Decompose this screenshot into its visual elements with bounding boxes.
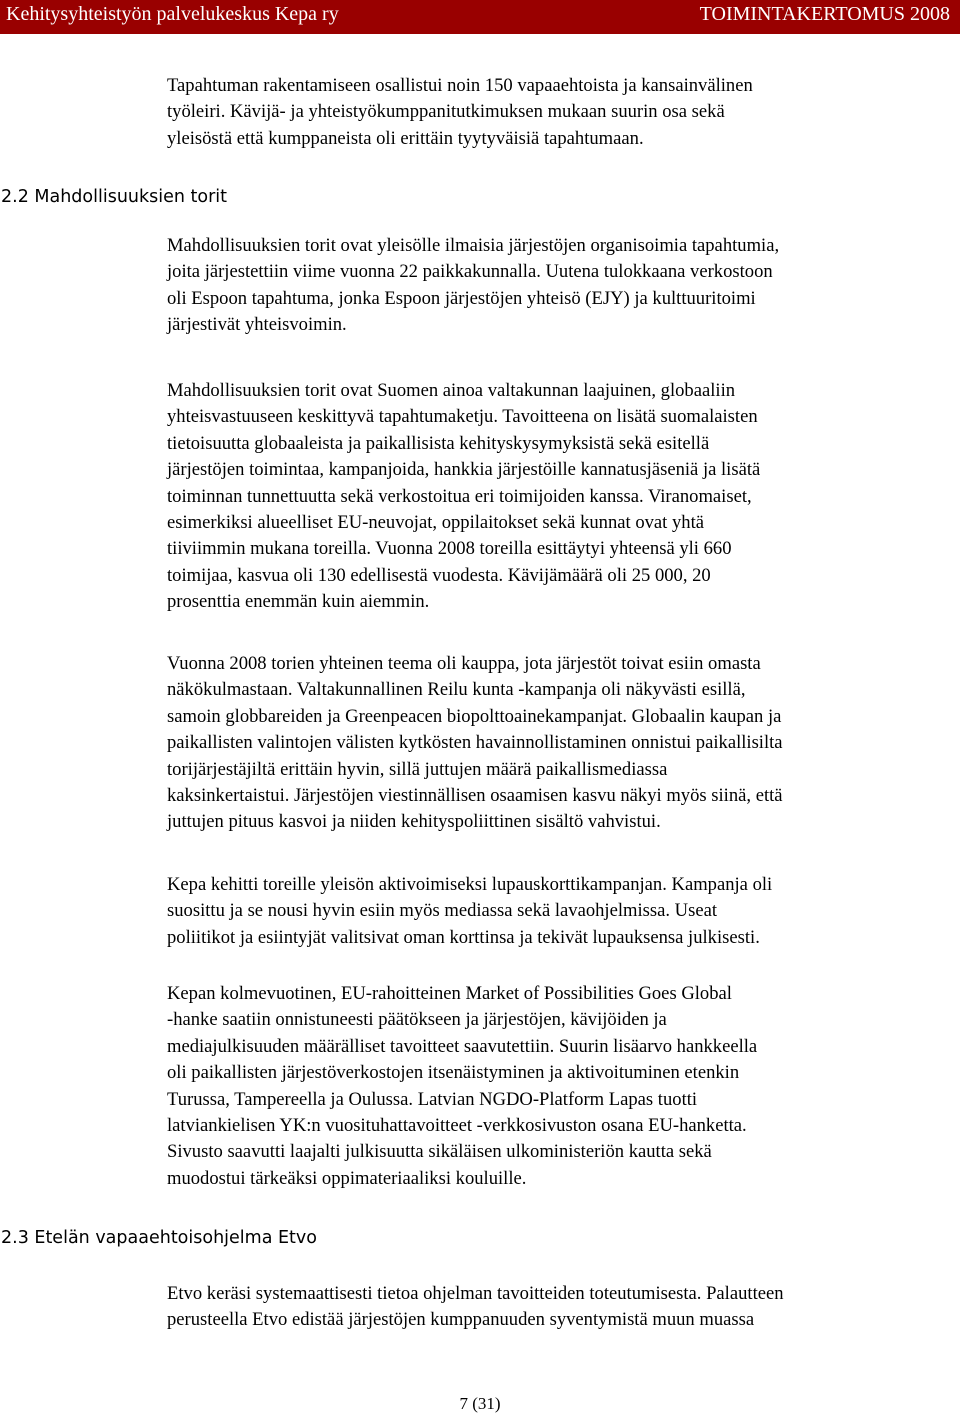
- text-line: paikallisten valintojen välisten kytkösten havainnollistaminen onnistui paikallisilta: [167, 732, 783, 754]
- text-line: Mahdollisuuksien torit ovat yleisölle ilmaisia järjestöjen organisoimia tapahtumia,: [167, 235, 780, 256]
- page-header: [0, 0, 960, 34]
- text-line: mediajulkisuuden määrälliset tavoitteet saavutettiin. Suurin lisäarvo hankkeella: [167, 1035, 758, 1057]
- paragraph-torit-intro: [167, 233, 957, 339]
- paragraph-torit-goals: [167, 378, 957, 616]
- paragraph-torit-theme: [167, 651, 957, 836]
- text-line: yleisöstä että kumppaneista oli erittäin tyytyväisiä tapahtumaan.: [167, 127, 644, 149]
- text-line: Etvo keräsi systemaattisesti tietoa ohjelman tavoitteiden toteutumisesta. Palautteen: [167, 1283, 784, 1304]
- text-line: Vuonna 2008 torien yhteinen teema oli kauppa, jota järjestöt toivat esiin omasta: [167, 653, 761, 674]
- text-line: Kepa kehitti toreille yleisön aktivoimiseksi lupauskorttikampanjan. Kampanja oli: [167, 874, 773, 895]
- page-number: 7 (31): [459, 1394, 501, 1413]
- paragraph-lupauskortti: [167, 872, 957, 951]
- report-title: TOIMINTAKERTOMUS 2008: [699, 3, 950, 25]
- text-line: prosenttia enemmän kuin aiemmin.: [167, 591, 430, 613]
- text-line: yhteisvastuuseen keskittyvä tapahtumaketju. Tavoitteena on lisätä suomalaisten: [167, 406, 758, 428]
- text-line: kaksinkertaistui. Järjestöjen viestinnällisen osaamisen kasvu näkyi myös siinä, että: [167, 785, 783, 807]
- text-line: poliitikot ja esiintyjät valitsivat oman korttinsa ja tekivät lupauksensa julkisesti.: [167, 926, 760, 948]
- text-line: esimerkiksi alueelliset EU-neuvojat, oppilaitokset sekä kunnat ovat yhtä: [167, 512, 705, 534]
- section-heading-2-2: 2.2 Mahdollisuuksien torit: [1, 187, 228, 207]
- text-line: Mahdollisuuksien torit ovat Suomen ainoa valtakunnan laajuinen, globaaliin: [167, 380, 736, 401]
- text-line: Tapahtuman rakentamiseen osallistui noin 150 vapaaehtoista ja kansainvälinen: [167, 75, 753, 96]
- paragraph-volunteers: [167, 73, 957, 152]
- text-line: toiminnan tunnettuutta sekä verkostoitua eri toimijoiden kanssa. Viranomaiset,: [167, 485, 752, 507]
- text-line: Kepan kolmevuotinen, EU-rahoitteinen Market of Possibilities Goes Global: [167, 983, 732, 1004]
- text-line: järjestivät yhteisvoimin.: [167, 314, 347, 336]
- text-line: toimijaa, kasvua oli 130 edellisestä vuodesta. Kävijämäärä oli 25 000, 20: [167, 564, 711, 586]
- text-line: suosittu ja se nousi hyvin esiin myös mediassa sekä lavaohjelmissa. Useat: [167, 900, 717, 922]
- text-line: tietoisuutta globaaleista ja paikallisista kehityskysymyksistä sekä esitellä: [167, 432, 710, 454]
- text-line: juttujen pituus kasvoi ja niiden kehityspoliittinen sisältö vahvistui.: [167, 811, 661, 833]
- text-line: tiiviimmin mukana toreilla. Vuonna 2008 toreilla esittäytyi yhteensä yli 660: [167, 538, 732, 560]
- text-line: Turussa, Tampereella ja Oulussa. Latvian NGDO-Platform Lapas tuotti: [167, 1088, 698, 1110]
- text-line: samoin globbareiden ja Greenpeacen biopolttoainekampanjat. Globaalin kaupan ja: [167, 705, 782, 727]
- text-line: perusteella Etvo edistää järjestöjen kumppanuuden syventymistä muun muassa: [167, 1309, 755, 1331]
- text-line: muodostui tärkeäksi oppimateriaaliksi kouluille.: [167, 1167, 527, 1189]
- text-line: Sivusto saavutti laajalti julkisuutta sikäläisen ulkoministeriön kautta sekä: [167, 1141, 712, 1163]
- text-line: näkökulmastaan. Valtakunnallinen Reilu kunta -kampanja oli näkyvästi esillä,: [167, 679, 746, 701]
- text-line: latviankielisen YK:n vuosituhattavoitteet -verkkosivuston osana EU-hanketta.: [167, 1115, 747, 1137]
- paragraph-etvo: [167, 1281, 957, 1334]
- text-line: työleiri. Kävijä- ja yhteistyökumppanitutkimuksen mukaan suurin osa sekä: [167, 101, 725, 123]
- text-line: oli paikallisten järjestöverkostojen itsenäistyminen ja aktivoituminen etenkin: [167, 1062, 740, 1084]
- organization-name: Kehitysyhteistyön palvelukeskus Kepa ry: [6, 3, 339, 25]
- text-line: joita järjestettiin viime vuonna 22 paikkakunnalla. Uutena tulokkaana verkostoon: [167, 261, 773, 283]
- text-line: -hanke saatiin onnistuneesti päätökseen ja järjestöjen, kävijöiden ja: [167, 1009, 667, 1031]
- text-line: oli Espoon tapahtuma, jonka Espoon järjestöjen yhteisö (EJY) ja kulttuuritoimi: [167, 287, 756, 309]
- text-line: järjestöjen toimintaa, kampanjoida, hankkia järjestöille kannatusjäseniä ja lisätä: [167, 459, 761, 481]
- section-heading-2-3: 2.3 Etelän vapaaehtoisohjelma Etvo: [1, 1228, 317, 1248]
- text-line: torijärjestäjiltä erittäin hyvin, sillä juttujen määrä paikallismediassa: [167, 758, 668, 780]
- paragraph-market-of-possibilities: [167, 981, 957, 1192]
